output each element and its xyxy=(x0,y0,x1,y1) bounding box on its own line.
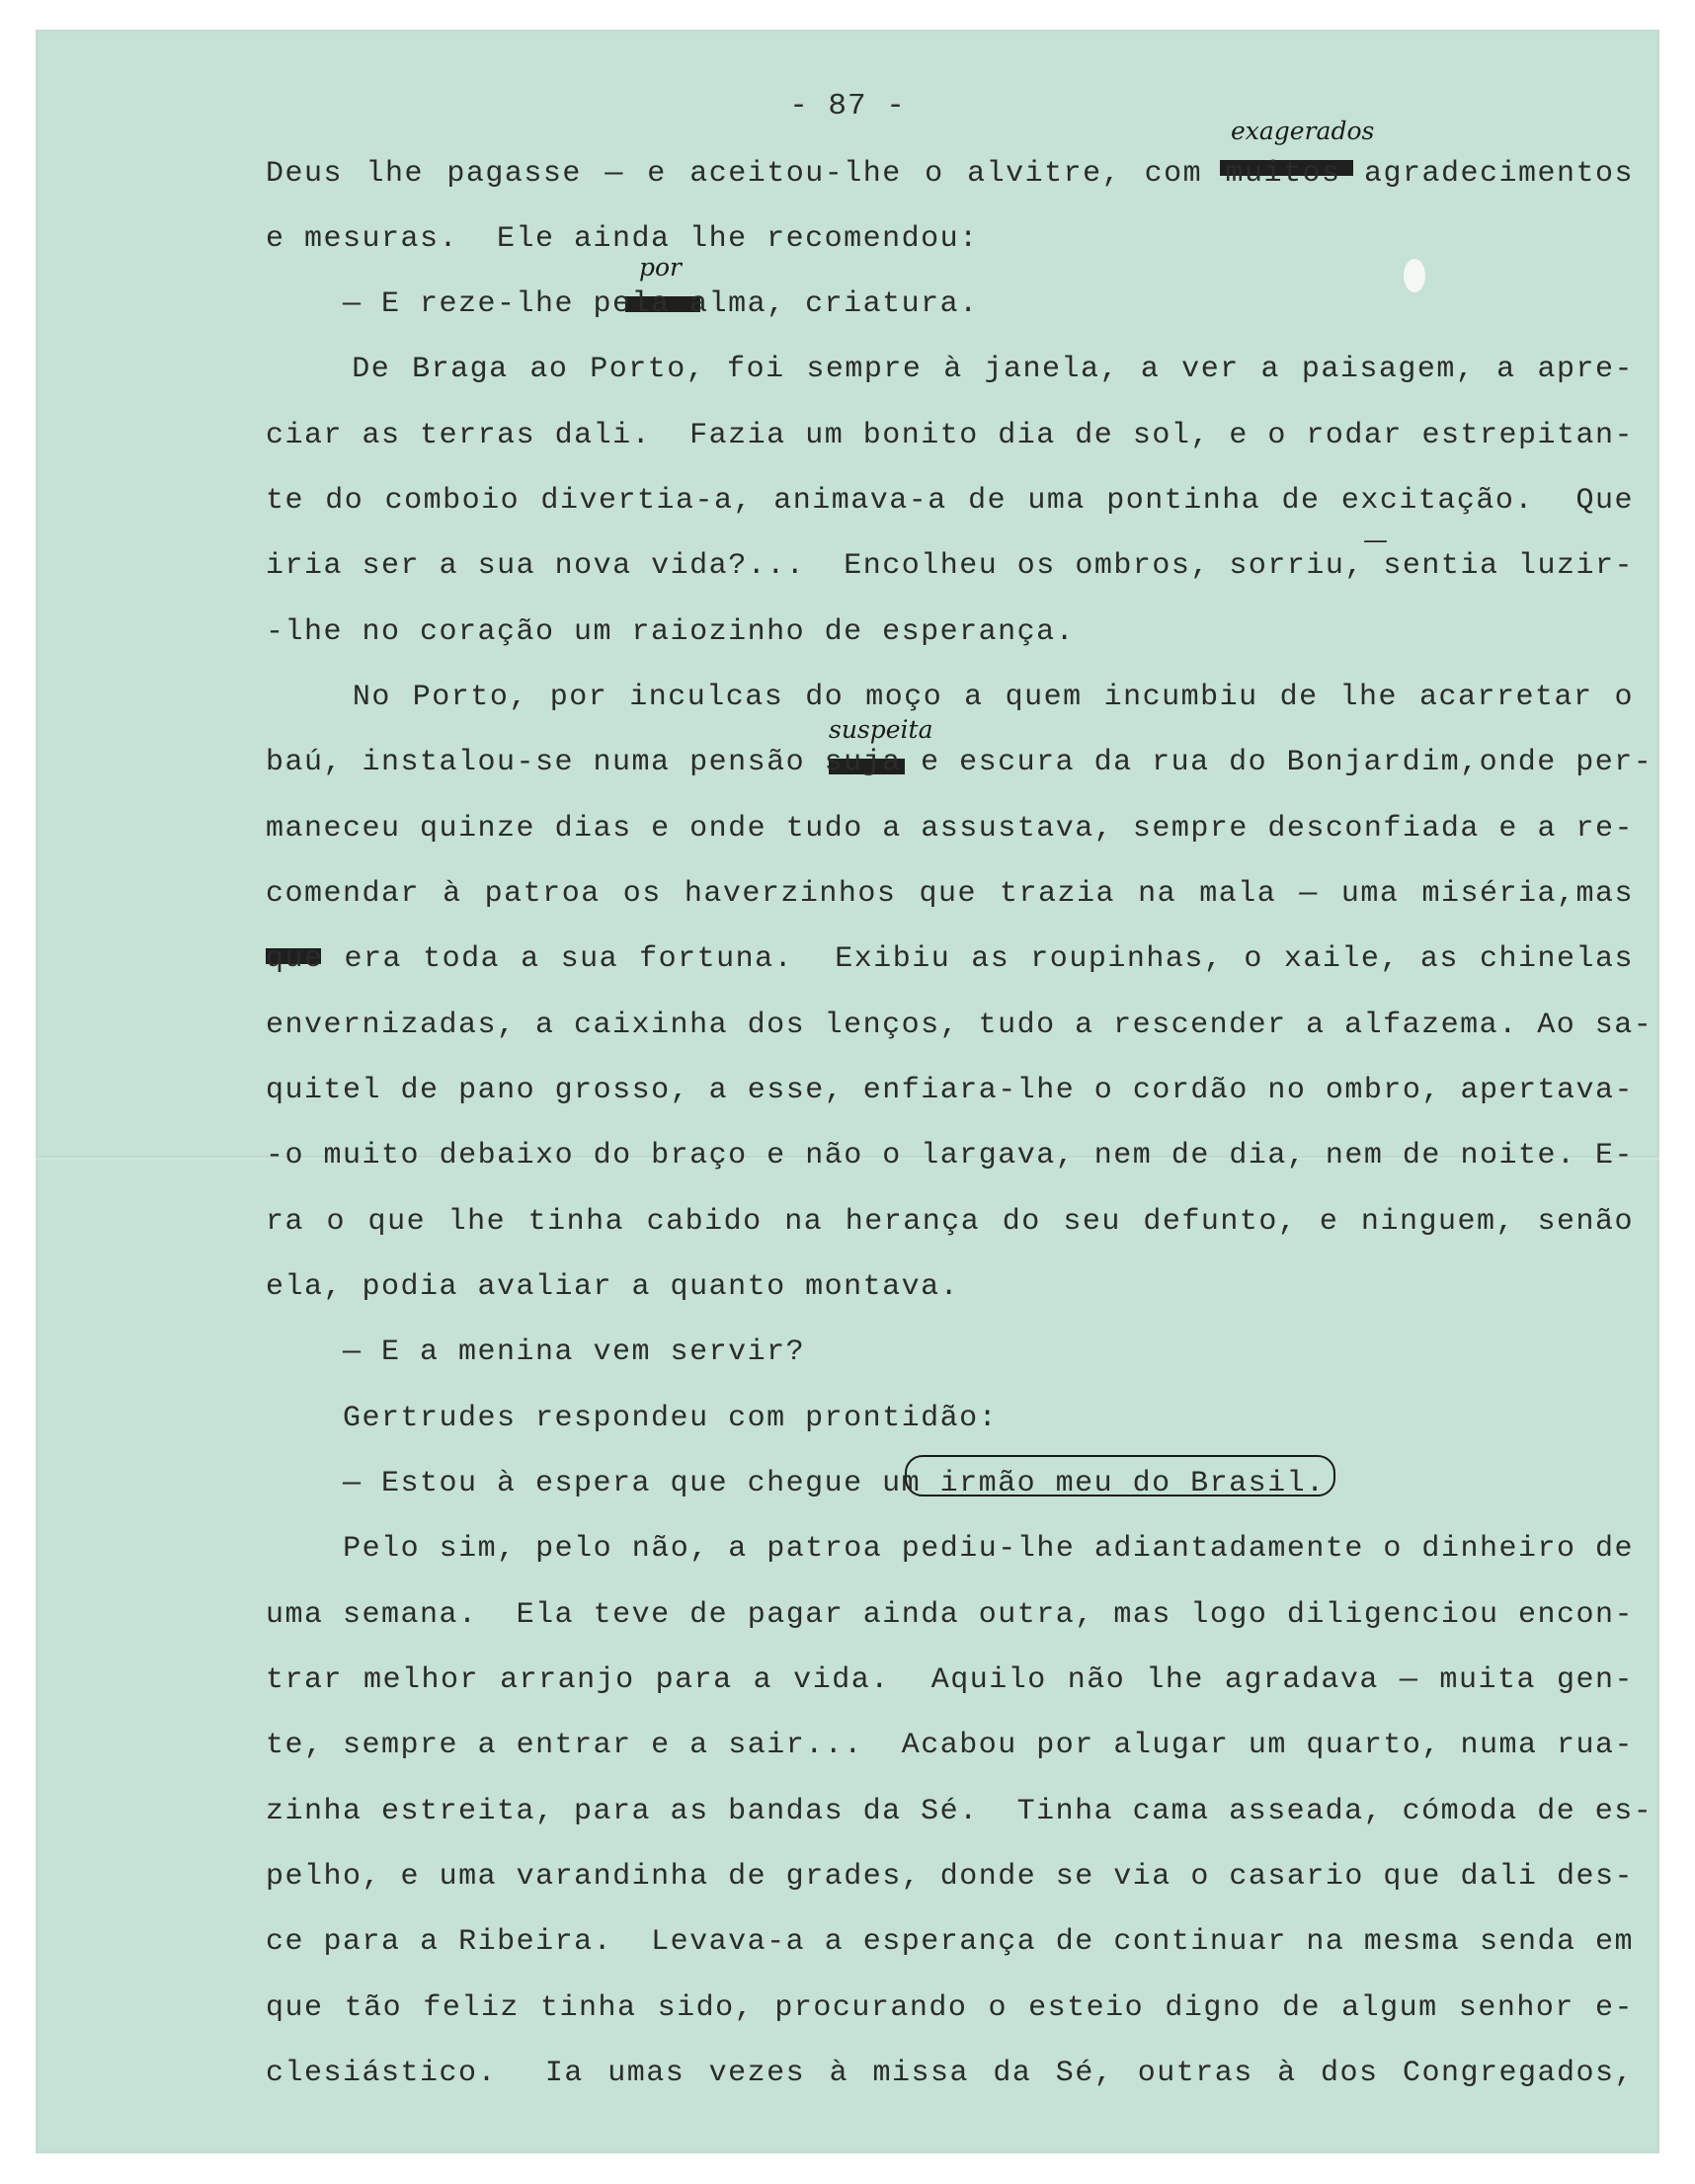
typescript-page xyxy=(36,30,1659,2153)
text-line: comendar à patroa os haverzinhos que trazia na mala — uma miséria,mas xyxy=(266,877,1634,911)
page-number: - 87 - xyxy=(789,89,906,123)
text-line: te do comboio divertia-a, animava-a de uma pontinha de excitação. Que xyxy=(266,484,1634,518)
text-line: — E reze-lhe pela alma, criatura. xyxy=(266,287,979,321)
handwritten-suspeita: suspeita xyxy=(829,715,933,744)
text-line: envernizadas, a caixinha dos lenços, tudo a rescender a alfazema. Ao sa- xyxy=(266,1009,1654,1042)
text-line: uma semana. Ela teve de pagar ainda outra, mas logo diligenciou encon- xyxy=(266,1598,1634,1632)
text-line: -o muito debaixo do braço e não o largava, nem de dia, nem de noite. E- xyxy=(266,1139,1634,1173)
text-line: Pelo sim, pelo não, a patroa pediu-lhe adiantadamente o dinheiro de xyxy=(266,1532,1634,1566)
text-line: Deus lhe pagasse — e aceitou-lhe o alvitre, com muitos agradecimentos xyxy=(266,157,1634,191)
text-line: — Estou à espera que chegue um irmão meu do Brasil. xyxy=(266,1467,1326,1500)
text-line: ce para a Ribeira. Levava-a a esperança de continuar na mesma senda em xyxy=(266,1925,1634,1959)
text-line: pelho, e uma varandinha de grades, donde se via o casario que dali des- xyxy=(266,1860,1634,1894)
text-line: e mesuras. Ele ainda lhe recomendou: xyxy=(266,222,979,256)
text-line: trar melhor arranjo para a vida. Aquilo não lhe agradava — muita gen- xyxy=(266,1663,1634,1697)
text-line: zinha estreita, para as bandas da Sé. Tinha cama asseada, cómoda de es- xyxy=(266,1795,1654,1828)
text-line: No Porto, por inculcas do moço a quem incumbiu de lhe acarretar o xyxy=(266,681,1634,714)
text-line: quitel de pano grosso, a esse, enfiara-lhe o cordão no ombro, apertava- xyxy=(266,1074,1634,1107)
handwritten-exagerados: exagerados xyxy=(1231,117,1375,145)
text-line: maneceu quinze dias e onde tudo a assustava, sempre desconfiada e a re- xyxy=(266,812,1634,846)
text-line: -lhe no coração um raiozinho de esperança. xyxy=(266,615,1076,649)
text-line: Gertrudes respondeu com prontidão: xyxy=(266,1402,999,1435)
text-line: que era toda a sua fortuna. Exibiu as roupinhas, o xaile, as chinelas xyxy=(266,942,1634,976)
text-line: te, sempre a entrar e a sair... Acabou por alugar um quarto, numa rua- xyxy=(266,1729,1634,1762)
text-line: que tão feliz tinha sido, procurando o esteio digno de algum senhor e- xyxy=(266,1991,1634,2025)
text-line: ra o que lhe tinha cabido na herança do seu defunto, e ninguem, senão xyxy=(266,1205,1634,1239)
paper-spot xyxy=(1404,259,1425,292)
text-line: ela, podia avaliar a quanto montava. xyxy=(266,1270,960,1304)
text-line: iria ser a sua nova vida?... Encolheu os ombros, sorriu, sentia luzir- xyxy=(266,549,1634,583)
text-line: — E a menina vem servir? xyxy=(266,1335,806,1369)
text-line: De Braga ao Porto, foi sempre à janela, a ver a paisagem, a apre- xyxy=(266,353,1634,386)
text-line: baú, instalou-se numa pensão suja e escura da rua do Bonjardim,onde per- xyxy=(266,746,1654,779)
text-line: clesiástico. Ia umas vezes à missa da Sé, outras à dos Congregados, xyxy=(266,2057,1634,2090)
handwritten-por: por xyxy=(639,253,683,282)
handwritten-dash: — xyxy=(1363,526,1388,554)
text-line: ciar as terras dali. Fazia um bonito dia de sol, e o rodar estrepitan- xyxy=(266,419,1634,452)
